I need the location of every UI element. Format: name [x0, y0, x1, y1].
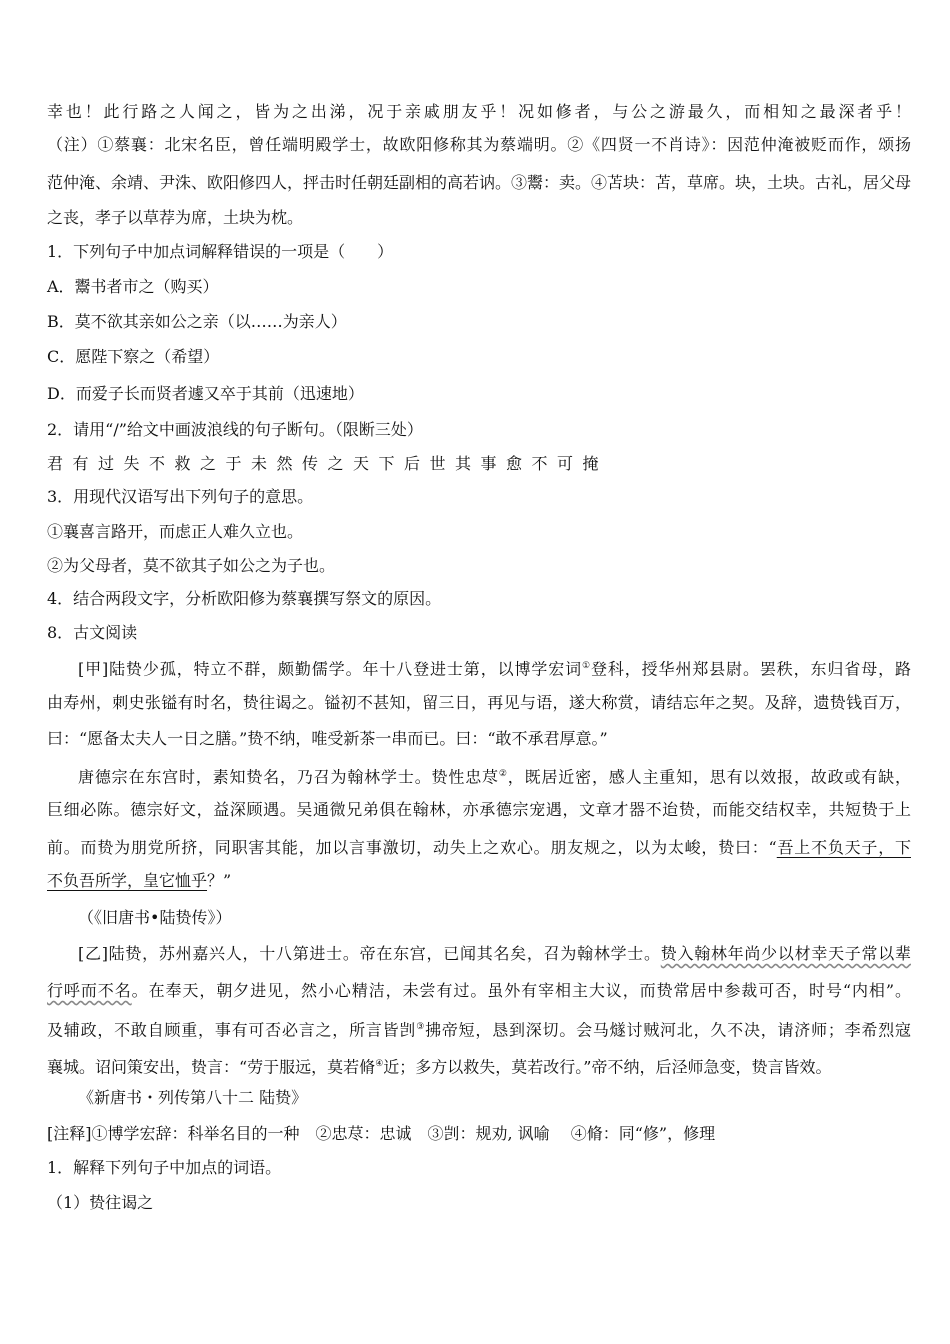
text-segment: 《新唐书・列传第八十二 陆贽》 [78, 1088, 308, 1107]
text-line [78, 944, 911, 964]
text-line [47, 871, 911, 891]
text-line [78, 764, 911, 787]
text-segment: 襄城。诏问策安出，贽言：“劳于服远，莫若脩 [47, 1057, 376, 1077]
text-segment: 由寿州，刺史张镒有时名，贽往谒之。镒初不甚知，留三日，再见与语，遂大称赏，请结忘年之契。及辞，遗贽钱百万， [47, 693, 911, 712]
text-line [47, 522, 911, 542]
text-line [47, 347, 911, 367]
text-segment: 8．古文阅读 [47, 623, 138, 642]
text-segment: D．而爱子长而贤者遽又卒于其前（迅速地） [47, 384, 364, 403]
footnote-marker: ④ [375, 1059, 384, 1069]
text-line [78, 908, 942, 928]
text-segment: 登科，授华州郑县尉。罢秩，东归省母，路 [591, 659, 911, 679]
text-segment: 巨细必陈。德宗好文，益深顾遇。吴通微兄弟俱在翰林，亦承德宗宠遇，文章才器不迨贽，而能交结权幸，共短贽于上 [47, 800, 911, 819]
text-segment: ①襄喜言路开，而虑正人难久立也。 [47, 522, 304, 541]
marked-sentence: 吾上不负天子，下 [776, 838, 911, 857]
text-line [47, 487, 911, 507]
text-line [47, 242, 911, 262]
text-line [47, 1124, 911, 1144]
text-segment: （《旧唐书•陆贽传》） [78, 908, 232, 927]
text-segment: ②为父母者，莫不欲其子如公之为子也。 [47, 556, 336, 575]
text-segment: 2．请用“/”给文中画波浪线的句子断句。（限断三处） [47, 420, 423, 439]
footnote-marker: ① [582, 661, 591, 671]
text-line [47, 277, 911, 297]
text-line [47, 1158, 911, 1178]
text-segment: [乙]陆贽，苏州嘉兴人，十八第进士。帝在东宫，已闻其名矣，召为翰林学士。 [78, 944, 661, 963]
text-line [47, 312, 911, 332]
text-line [47, 800, 911, 820]
text-segment: 唐德宗在东宫时，素知贽名，乃召为翰林学士。贽性忠荩 [78, 767, 499, 787]
text-segment: 3．用现代汉语写出下列句子的意思。 [47, 487, 314, 506]
text-segment: 君有过失不救之于未然传之天下后世其事愈不可掩 [47, 454, 609, 473]
text-line [47, 454, 911, 474]
text-line [47, 384, 911, 404]
text-segment: （1）贽往谒之 [47, 1193, 154, 1212]
text-line [47, 208, 911, 228]
text-line [47, 135, 911, 155]
text-segment: 近；多方以救失，莫若改行。”帝不纳，后泾师急变，贽言皆效。 [383, 1057, 832, 1077]
text-line [47, 1193, 911, 1213]
text-segment: （注）①蔡襄：北宋名臣，曾任端明殿学士，故欧阳修称其为蔡端明。②《四贤一不肖诗》：因范仲淹被贬而作，颂扬 [47, 135, 911, 154]
text-segment: 范仲淹、余靖、尹洙、欧阳修四人，抨击时任朝廷副相的高若讷。③鬻：卖。④苫块：苫，草席。块，土块。古礼，居父母 [47, 173, 912, 192]
text-line [78, 1088, 942, 1108]
text-line [47, 693, 911, 713]
text-line [47, 1054, 911, 1077]
text-line [78, 656, 911, 679]
text-segment: [甲]陆贽少孤，特立不群，颇勤儒学。年十八登进士第，以博学宏词 [78, 659, 583, 679]
text-segment: A．鬻书者市之（购买） [47, 277, 219, 296]
text-line [47, 838, 911, 858]
text-segment: 及辅政，不敢自顾重，事有可否必言之，所言皆剀 [47, 1020, 417, 1040]
text-line [47, 102, 911, 122]
marked-sentence: 不负吾所学，皇它恤乎 [47, 871, 208, 890]
text-segment: 1．下列句子中加点词解释错误的一项是（ ） [47, 242, 394, 261]
text-segment: [注释]①博学宏辞：科举名目的一种 ②忠荩：忠诚 ③剀：规劝, 讽喻 ④脩：同“修”，修理 [47, 1124, 716, 1143]
text-segment: ？” [207, 871, 232, 890]
text-segment: 前。而贽为朋党所挤，同职害其能，加以言事激切，动失上之欢心。朋友规之，以为太峻，贽曰：“ [47, 838, 777, 857]
text-line [47, 420, 911, 440]
marked-sentence: 行呼而不名 [47, 981, 132, 1000]
text-line [47, 981, 911, 1001]
text-line [47, 173, 911, 193]
footnote-marker: ② [498, 769, 508, 779]
text-line [47, 623, 911, 643]
text-segment: 4．结合两段文字，分析欧阳修为蔡襄撰写祭文的原因。 [47, 589, 442, 608]
text-segment: 拂帝短，恳到深切。会马燧讨贼河北，久不决，请济师；李希烈寇 [425, 1020, 911, 1040]
text-line [47, 556, 911, 576]
text-line [47, 1017, 911, 1040]
marked-sentence: 贽入翰林年尚少以材幸天子常以辈 [660, 944, 911, 963]
text-line [47, 729, 911, 749]
text-segment: B．莫不欲其亲如公之亲（以……为亲人） [47, 312, 347, 331]
text-segment: 幸也！此行路之人闻之，皆为之出涕，况于亲戚朋友乎！况如修者，与公之游最久，而相知之最深者乎！ [47, 102, 911, 121]
text-line [47, 589, 911, 609]
footnote-marker: ③ [416, 1022, 426, 1032]
text-segment: 1．解释下列句子中加点的词语。 [47, 1158, 282, 1177]
text-segment: C．愿陛下察之（希望） [47, 347, 220, 366]
text-segment: 之丧，孝子以草荐为席，土块为枕。 [47, 208, 304, 227]
text-segment: 。在奉天，朝夕进见，然小心精洁，未尝有过。虽外有宰相主大议，而贽常居中参裁可否，时号“内相”。 [131, 981, 911, 1000]
text-segment: 曰：“愿备太夫人一日之膳。”贽不纳，唯受新茶一串而已。曰：“敢不承君厚意。” [47, 729, 608, 748]
text-segment: ，既居近密，感人主重知，思有以效报，故政或有缺， [507, 767, 911, 787]
